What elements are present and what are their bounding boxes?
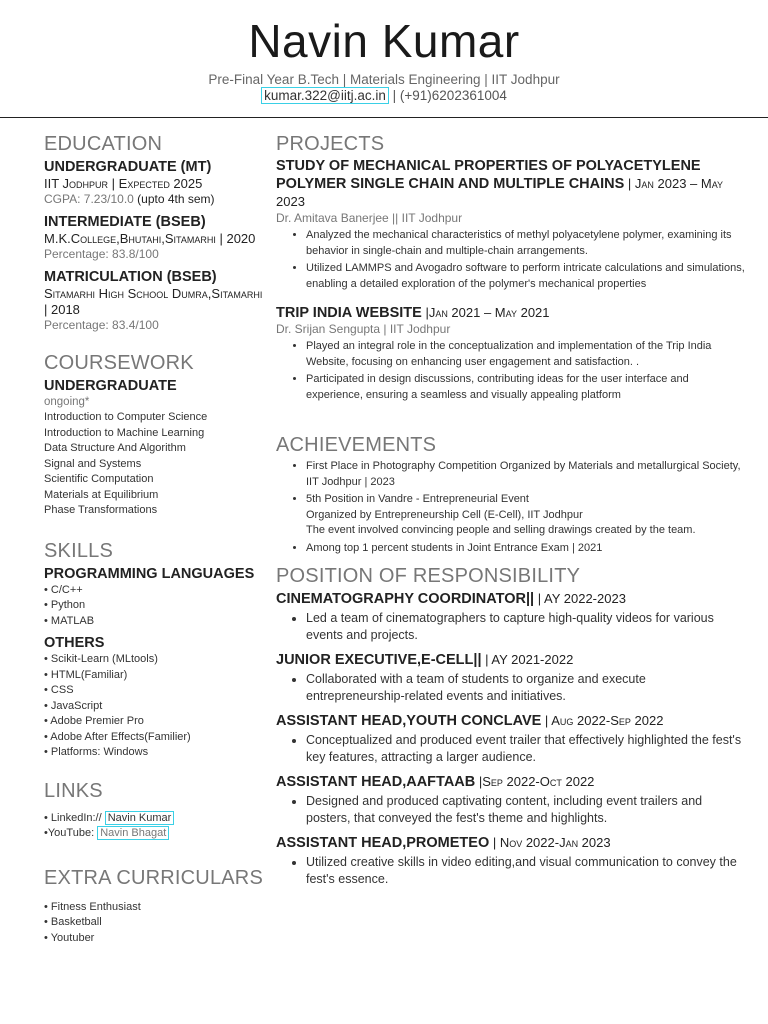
course-item: Introduction to Computer Science: [44, 411, 208, 423]
project-bullet: • Analyzed the mechanical characteristics of methyl polyacetylene polymer, examining its behavior in single-chain and multiple-chain arrangements.: [306, 228, 746, 259]
education-institution: Sitamarhi High School Dumra,Sitamarhi | 2018: [44, 286, 263, 317]
achievement-detail: The event involved convincing people and selling drawings created by the team.: [306, 524, 696, 536]
por-bullet: • Designed and produced captivating content, including event trailers and posters, that conveyed the fest's theme and highlights.: [306, 793, 746, 827]
project-title: [276, 304, 746, 322]
coursework-note: ongoing*: [44, 396, 90, 408]
education-score: Percentage: 83.8/100: [44, 247, 159, 261]
youtube-link[interactable]: Navin Bhagat: [97, 826, 169, 840]
por-role: ASSISTANT HEAD,AAFTAAB: [276, 774, 476, 790]
education-heading: EDUCATION: [44, 133, 163, 155]
por-bullet: • Conceptualized and produced event trailer that effectively highlighted the fest's key features, attracting a larger audience.: [306, 732, 746, 766]
por-heading: POSITION OF RESPONSIBILITY: [276, 565, 581, 587]
education-section: [44, 132, 266, 333]
header-divider: [0, 117, 768, 118]
course-item: Introduction to Machine Learning: [44, 426, 205, 439]
education-score: Percentage: 83.4/100: [44, 318, 159, 332]
por-entry: [276, 651, 746, 705]
resume-header: [0, 0, 768, 103]
project-bullets: [276, 228, 746, 292]
por-bullet: • Led a team of cinematographers to capture high-quality videos for various events and projects.: [306, 610, 746, 644]
por-date: | Nov 2022-Jan 2023: [489, 835, 611, 850]
por-date: | AY 2021-2022: [481, 652, 574, 667]
por-entry: [276, 834, 746, 888]
skill-item: • Adobe Premier Pro: [44, 715, 144, 727]
por-section: [276, 564, 746, 888]
project-name: STUDY OF MECHANICAL PROPERTIES OF POLYACETYLENE POLYMER SINGLE CHAIN AND MULTIPLE CHAINS: [276, 158, 701, 192]
achievement-item: • Among top 1 percent students in Joint Entrance Exam | 2021: [306, 541, 746, 557]
linkedin-row: [44, 811, 266, 827]
projects-section: [276, 132, 746, 403]
extracurricular-item: • Fitness Enthusiast: [44, 900, 141, 913]
course-item: Materials at Equilibrium: [44, 488, 159, 501]
por-bullets: [276, 732, 746, 766]
education-degree: MATRICULATION (BSEB): [44, 269, 217, 285]
por-bullet: • Utilized creative skills in video editing,and visual communication to convey the fest's essence.: [306, 854, 746, 888]
coursework-heading: COURSEWORK: [44, 352, 194, 374]
cgpa-value: CGPA: 7.23/10.0: [44, 192, 134, 206]
others-heading: OTHERS: [44, 635, 105, 651]
achievement-detail: Organized by Entrepreneurship Cell (E-Cell), IIT Jodhpur: [306, 508, 583, 521]
skill-item: • JavaScript: [44, 699, 103, 712]
skill-item: • C/C++: [44, 583, 83, 596]
course-item: Data Structure And Algorithm: [44, 442, 186, 454]
skill-item: • MATLAB: [44, 614, 95, 627]
por-title: [276, 773, 746, 791]
por-bullets: [276, 793, 746, 827]
skill-item: • CSS: [44, 684, 74, 696]
right-column: [276, 132, 746, 890]
candidate-name: Navin Kumar: [248, 15, 520, 67]
skills-heading: SKILLS: [44, 539, 114, 562]
por-date: | Aug 2022-Sep 2022: [541, 713, 664, 728]
por-title: [276, 834, 746, 852]
skill-item: • Platforms: Windows: [44, 746, 149, 758]
links-section: [44, 779, 266, 842]
por-role: JUNIOR EXECUTIVE,E-CELL||: [276, 652, 482, 668]
por-entry: [276, 712, 746, 766]
course-item: Scientific Computation: [44, 473, 154, 485]
skill-item: • Scikit-Learn (MLtools): [44, 653, 158, 665]
por-bullets: [276, 610, 746, 644]
course-item: Phase Transformations: [44, 504, 158, 516]
youtube-label: •YouTube:: [44, 827, 98, 839]
education-degree: INTERMEDIATE (BSEB): [44, 214, 206, 230]
coursework-section: [44, 351, 266, 519]
achievement-list: [276, 459, 746, 556]
education-score: [44, 192, 266, 207]
project-supervisor: Dr. Srijan Sengupta | IIT Jodhpur: [276, 322, 451, 336]
por-bullets: [276, 854, 746, 888]
youtube-row: [44, 826, 266, 842]
por-title: [276, 590, 746, 608]
links-heading: LINKS: [44, 779, 103, 802]
por-bullet: • Collaborated with a team of students to organize and execute entrepreneurship-related events and initiatives.: [306, 671, 746, 705]
por-bullets: [276, 671, 746, 705]
extracurricular-item: • Basketball: [44, 916, 102, 928]
education-degree: UNDERGRADUATE (MT): [44, 159, 212, 175]
programming-languages-heading: PROGRAMMING LANGUAGES: [44, 565, 255, 582]
contact-line: [0, 88, 768, 104]
por-entry: [276, 590, 746, 644]
project-bullet: • Played an integral role in the conceptualization and implementation of the Trip India Website, focusing on enhancing user engagement and satisfaction. .: [306, 339, 746, 370]
skill-item: • Python: [44, 599, 86, 611]
projects-heading: PROJECTS: [276, 133, 385, 155]
project-supervisor: Dr. Amitava Banerjee || IIT Jodhpur: [276, 211, 463, 225]
linkedin-link[interactable]: Navin Kumar: [105, 811, 175, 825]
project-bullet: • Utilized LAMMPS and Avogadro software to perform intricate calculations and simulations, enabling a detailed exploration of the polymer's mechanical properties: [306, 261, 746, 292]
project-entry: [276, 158, 746, 292]
achievement-title: 5th Position in Vandre - Entrepreneurial Event: [306, 493, 529, 505]
extracurriculars-section: [44, 866, 266, 947]
por-date: | AY 2022-2023: [534, 591, 626, 606]
email-link[interactable]: kumar.322@iitj.ac.in: [261, 87, 389, 104]
skill-item: • Adobe After Effects(Familier): [44, 730, 191, 743]
extracurricular-item: • Youtuber: [44, 931, 95, 944]
left-column: [44, 132, 266, 946]
project-name: TRIP INDIA WEBSITE: [276, 305, 422, 321]
por-title: [276, 651, 746, 669]
por-entry: [276, 773, 746, 827]
phone-number: | (+91)6202361004: [388, 88, 507, 103]
por-title: [276, 712, 746, 730]
linkedin-label: • LinkedIn://: [44, 811, 105, 824]
por-role: ASSISTANT HEAD,YOUTH CONCLAVE: [276, 713, 542, 729]
education-institution: IIT Jodhpur | Expected 2025: [44, 176, 203, 191]
education-institution: M.K.College,Bhutahi,Sitamarhi | 2020: [44, 231, 256, 246]
skills-section: [44, 539, 266, 761]
por-date: |Sep 2022-Oct 2022: [475, 774, 595, 789]
candidate-subtitle: Pre-Final Year B.Tech | Materials Engineering | IIT Jodhpur: [208, 72, 560, 87]
achievement-item: • First Place in Photography Competition Organized by Materials and metallurgical Society, IIT Jodhpur | 2023: [306, 459, 746, 490]
extracurriculars-heading: EXTRA CURRICULARS: [44, 866, 263, 889]
project-date: |Jan 2021 – May 2021: [421, 305, 550, 320]
project-entry: [276, 304, 746, 403]
achievements-heading: ACHIEVEMENTS: [276, 434, 437, 456]
skill-item: • HTML(Familiar): [44, 668, 128, 681]
coursework-subheading: UNDERGRADUATE: [44, 378, 177, 394]
achievements-section: [276, 433, 746, 556]
project-bullets: [276, 339, 746, 403]
project-title: [276, 158, 746, 211]
achievement-item: [306, 492, 746, 539]
course-item: Signal and Systems: [44, 457, 142, 470]
por-role: CINEMATOGRAPHY COORDINATOR||: [276, 591, 535, 607]
cgpa-note: (upto 4th sem): [133, 192, 215, 206]
project-date: | Jan 2023 – May 2023: [276, 176, 724, 209]
project-bullet: • Participated in design discussions, contributing ideas for the user interface and experience, ensuring a seamless and visually appealing platform: [306, 372, 746, 403]
por-role: ASSISTANT HEAD,PROMETEO: [276, 835, 490, 851]
